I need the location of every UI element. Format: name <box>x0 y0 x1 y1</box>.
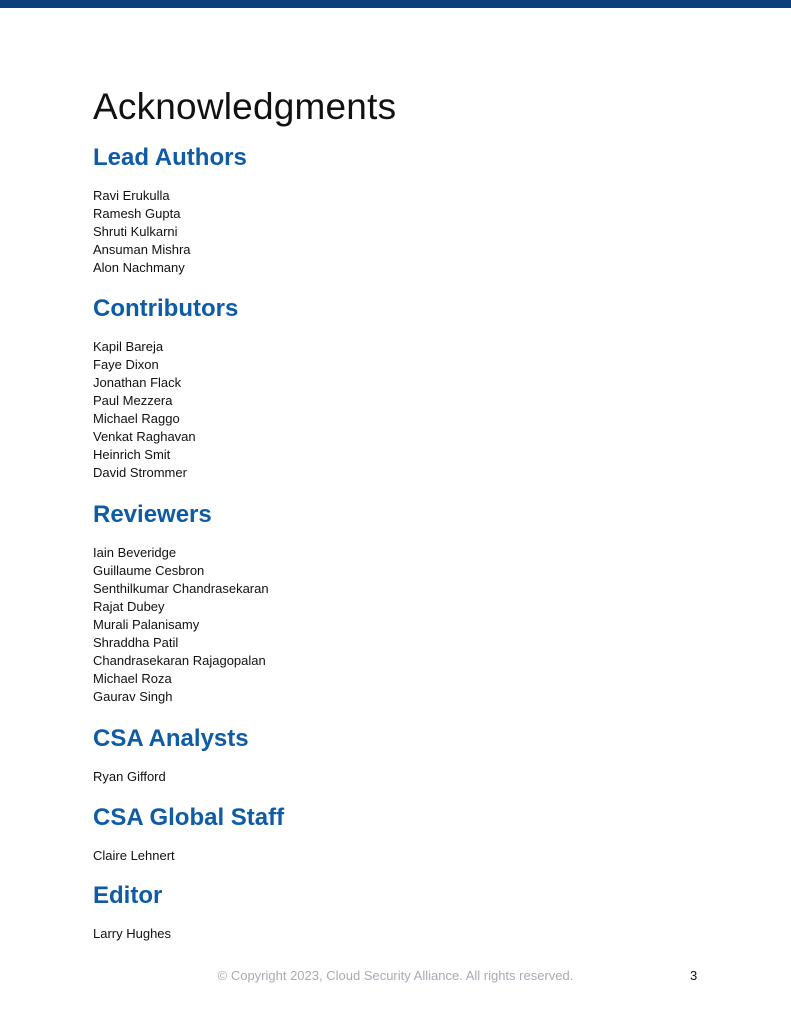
name-list <box>93 925 171 943</box>
section-editor <box>93 881 171 943</box>
list-item: Iain Beveridge <box>93 545 177 560</box>
list-item: Ravi Erukulla <box>93 188 170 203</box>
name-list <box>93 338 238 482</box>
name-list <box>93 847 284 865</box>
list-item: Shruti Kulkarni <box>93 224 178 239</box>
list-item: Heinrich Smit <box>93 447 171 462</box>
section-reviewers <box>93 500 269 706</box>
list-item: Alon Nachmany <box>93 260 185 275</box>
footer-copyright: © Copyright 2023, Cloud Security Alliance. All rights reserved. <box>217 968 574 983</box>
list-item: Venkat Raghavan <box>93 429 196 444</box>
section-lead-authors <box>93 143 247 277</box>
section-heading: Contributors <box>93 295 239 322</box>
section-heading: CSA Global Staff <box>93 804 285 831</box>
list-item: Faye Dixon <box>93 357 159 372</box>
section-heading: CSA Analysts <box>93 725 249 752</box>
list-item: Paul Mezzera <box>93 393 173 408</box>
list-item: Guillaume Cesbron <box>93 563 205 578</box>
list-item: Murali Palanisamy <box>93 617 200 632</box>
list-item: Gaurav Singh <box>93 689 173 704</box>
section-heading: Lead Authors <box>93 144 247 171</box>
list-item: Claire Lehnert <box>93 848 175 863</box>
list-item: Ramesh Gupta <box>93 206 181 221</box>
list-item: Larry Hughes <box>93 926 172 941</box>
page-number: 3 <box>690 968 698 983</box>
list-item: Chandrasekaran Rajagopalan <box>93 653 266 668</box>
list-item: Senthilkumar Chandrasekaran <box>93 581 269 596</box>
list-item: Ansuman Mishra <box>93 242 191 257</box>
list-item: David Strommer <box>93 465 187 480</box>
list-item: Michael Raggo <box>93 411 180 426</box>
list-item: Michael Roza <box>93 671 172 686</box>
section-csa-analysts <box>93 724 249 786</box>
name-list <box>93 768 249 786</box>
list-item: Jonathan Flack <box>93 375 182 390</box>
list-item: Ryan Gifford <box>93 769 166 784</box>
section-heading: Reviewers <box>93 501 212 528</box>
top-accent-bar <box>0 0 791 8</box>
section-contributors <box>93 294 238 482</box>
list-item: Rajat Dubey <box>93 599 165 614</box>
section-heading: Editor <box>93 882 163 909</box>
page-title: Acknowledgments <box>93 86 397 127</box>
name-list <box>93 187 247 277</box>
name-list <box>93 544 269 706</box>
list-item: Shraddha Patil <box>93 635 179 650</box>
list-item: Kapil Bareja <box>93 339 164 354</box>
section-csa-global-staff <box>93 803 284 865</box>
